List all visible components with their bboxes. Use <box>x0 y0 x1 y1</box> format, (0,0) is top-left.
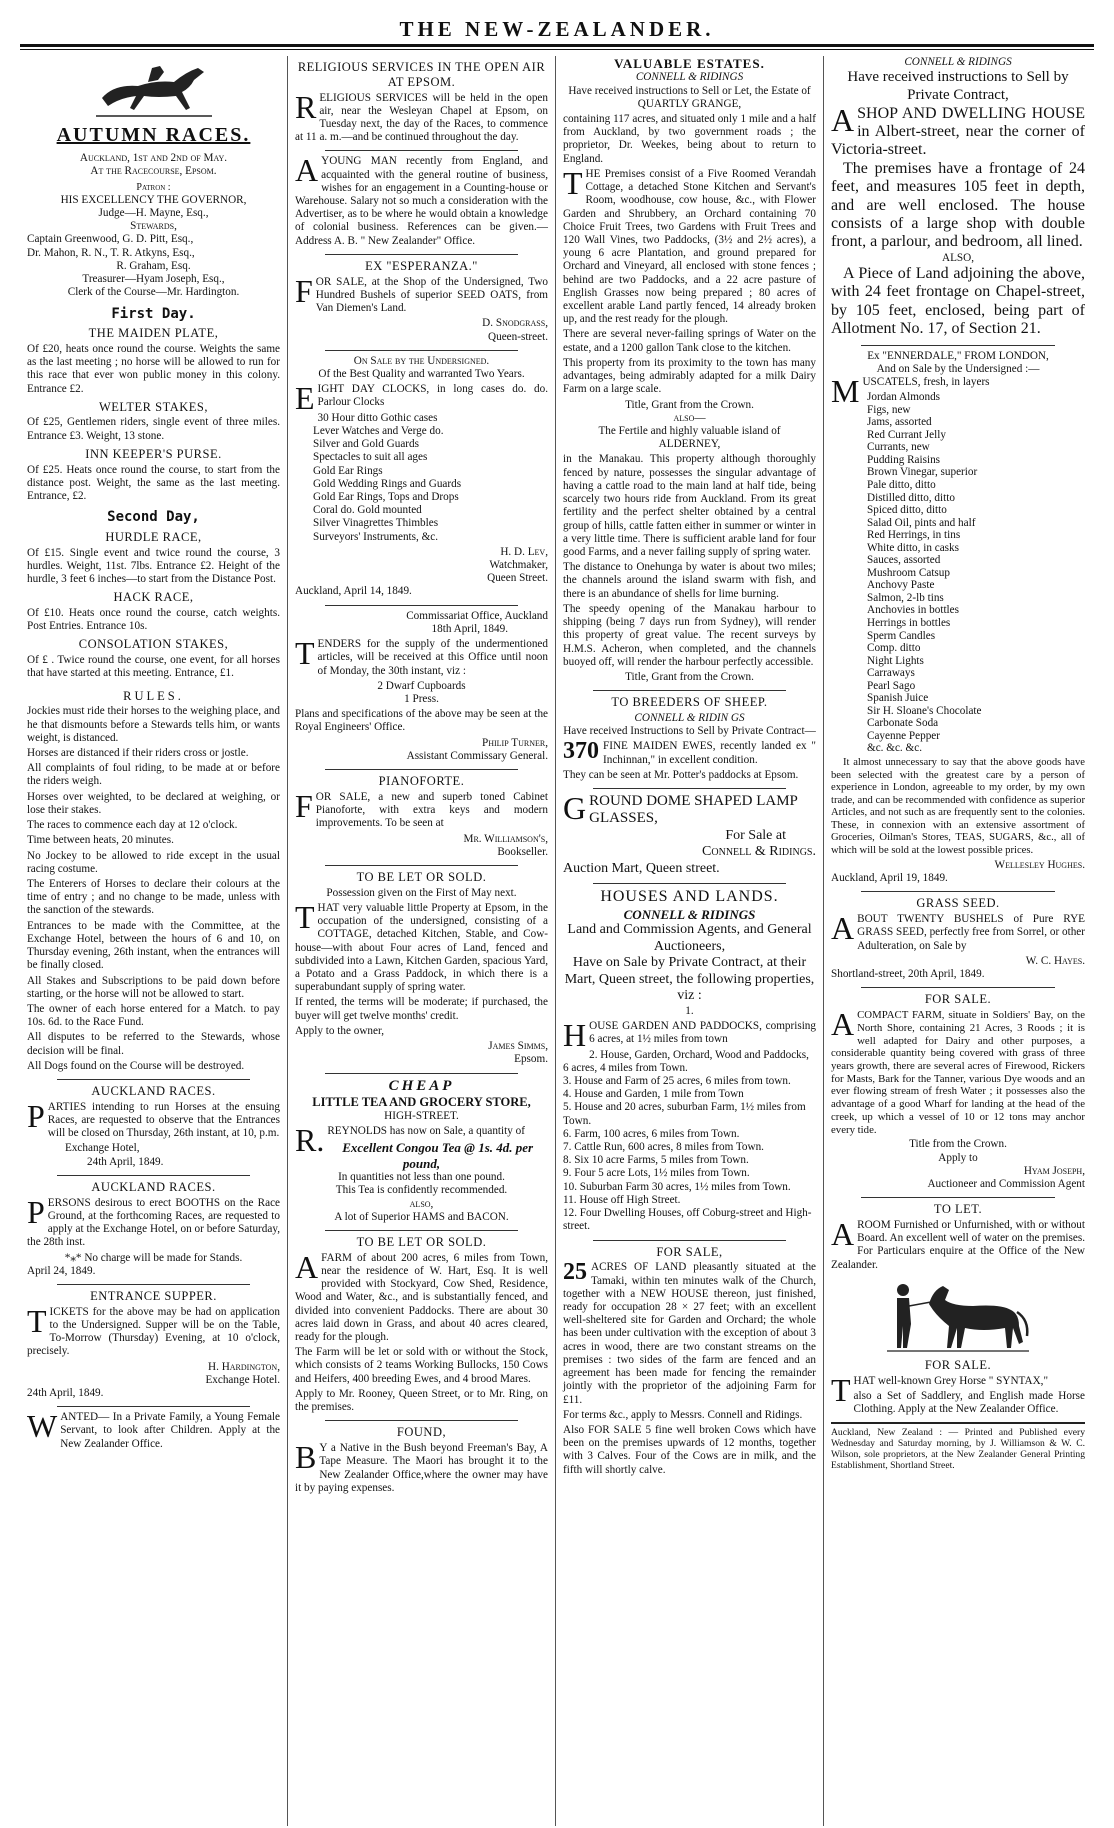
ennerdale-item: &c. &c. &c. <box>867 742 922 755</box>
houses-item: 12. Four Dwelling Houses, off Coburg-street and High-street. <box>563 1207 812 1233</box>
cr-intro: Have received instructions to Sell by Private Contract, <box>847 69 1069 103</box>
for-sale-text-2: For terms &c., apply to Messrs. Connell and Ridings. <box>563 1408 803 1421</box>
ennerdale-item: Mushroom Catsup <box>867 566 950 579</box>
divider <box>593 788 786 789</box>
rule-item: Time between heats, 20 minutes. <box>27 834 174 847</box>
commissariat-text-2: Plans and specifications of the above may be seen at the Royal Engineers' Office. <box>295 708 548 734</box>
sheep-firm: CONNELL & RIDIN GS <box>634 711 745 724</box>
judge: Judge—H. Mayne, Esq., <box>98 207 209 220</box>
ennerdale-item: Cayenne Pepper <box>867 729 941 742</box>
columns <box>20 56 1094 1826</box>
sheep-heading: TO BREEDERS OF SHEEP. <box>611 695 768 710</box>
valuable-text: containing 117 acres, and situated only 1 mile and a half from Auckland, by two government roads ; the proprietor, Dr. Weekes, being about to return to England. <box>563 112 816 165</box>
ennerdale-item: Currants, new <box>867 441 930 454</box>
esperanza-sign-place: Queen-street. <box>488 330 548 343</box>
ennerdale-item: Pale ditto, ditto <box>867 478 936 491</box>
divider <box>861 345 1055 346</box>
ennerdale-item: Salad Oil, pints and half <box>867 516 976 529</box>
divider <box>325 150 518 151</box>
race-horse-illustration <box>94 58 214 120</box>
clocks-item: Spectacles to suit all ages <box>313 451 428 464</box>
farm-title: Title from the Crown. <box>909 1138 1007 1151</box>
divider <box>57 1284 250 1285</box>
houses-number: 1. <box>685 1004 694 1017</box>
alderney-text: in the Manakau. This property although thoroughly fenced by nature, possesses the singular advantage of having a cattle road to the main land at half tide, being scarcely two hours ride from Auckland. From its great fertility and the perfect shelter obtained by a central group of hills, cattle fatten either in summer or winter in a very little time. There is sufficient arable land for four good Farms, and a never failing supply of spring water. <box>563 453 816 558</box>
ennerdale-item: Sperm Candles <box>867 629 936 642</box>
rule-item: All complaints of foul riding, to be made at or before the riders weigh. <box>27 762 280 788</box>
hack-text: Of £10. Heats once round the course, catch weights. Post Entries. Entrance 10s. <box>27 606 280 633</box>
let2-heading: TO BE LET OR SOLD. <box>356 1234 487 1249</box>
divider <box>593 1240 786 1241</box>
ennerdale-date: Auckland, April 19, 1849. <box>831 872 948 885</box>
alderney-title: Title, Grant from the Crown. <box>625 670 754 683</box>
supper-text: TICKETS for the above may be had on application to the Undersigned. Supper will be on the Table, To-Morrow (Thursday) Evening, at 10 o'clock, precisely. <box>27 1302 280 1358</box>
ennerdale-subheading: And on Sale by the Undersigned :— <box>876 362 1040 375</box>
clocks-item: Gold Ear Rings, Tops and Drops <box>313 490 459 503</box>
masthead-rule <box>20 44 1094 50</box>
valuable-heading: VALUABLE ESTATES. <box>614 56 765 71</box>
ennerdale-item: White ditto, in casks <box>867 541 959 554</box>
sheep-text-3: They can be seen at Mr. Potter's paddocks at Epsom. <box>563 768 799 781</box>
onsale-subheading: Of the Best Quality and warranted Two Years. <box>318 367 525 380</box>
shop-text-2: The premises have a frontage of 24 feet, and measures 105 feet in depth, and are well enclosed. The house consists of a large shop with double front, a parlour, and bedroom, all lined. <box>831 159 1085 251</box>
clocks-item: Coral do. Gold mounted <box>313 504 422 517</box>
ennerdale-item: Sir H. Sloane's Chocolate <box>867 704 982 717</box>
esperanza-sign: D. Snodgrass, <box>482 317 548 330</box>
houses-firm: CONNELL & RIDINGS <box>623 906 756 922</box>
rule-item: Horses over weighted, to be declared at weighing, or lose their stakes. <box>27 790 280 816</box>
ennerdale-first-item: MUSCATELS, fresh, in layers <box>831 372 990 409</box>
column-3 <box>556 56 824 1826</box>
dome-place: Auction Mart, Queen street. <box>563 860 720 876</box>
dome-sale: For Sale at <box>725 827 786 843</box>
hams-text: A lot of Superior HAMS and BACON. <box>334 1210 509 1223</box>
clocks-sign: H. D. Lev, <box>500 545 548 558</box>
supper-sign-place: Exchange Hotel. <box>205 1373 280 1386</box>
let-text-3: Apply to the owner, <box>295 1024 385 1037</box>
piano-text: FOR SALE, a new and superb toned Cabinet Pianoforte, with extra keys and modern improvements. To be seen at <box>295 787 548 830</box>
valuable-intro: Have received instructions to Sell or Let, the Estate of <box>568 84 811 97</box>
ennerdale-item: Comp. ditto <box>867 642 921 655</box>
houses-item: 4. House and Garden, 1 mile from Town <box>563 1088 744 1101</box>
piano-heading: PIANOFORTE. <box>378 774 465 789</box>
patron: HIS EXCELLENCY THE GOVERNOR, <box>60 193 247 206</box>
alderney-text-2: The distance to Onehunga by water is about two miles; the channels around the island swarm with fish, and there is an abundance of shells for lime burning. <box>563 561 816 600</box>
horse-heading: FOR SALE. <box>924 1357 992 1372</box>
ennerdale-item: Night Lights <box>867 654 924 667</box>
ennerdale-list <box>867 391 1085 755</box>
houses-item: HOUSE GARDEN AND PADDOCKS, comprising 6 acres, at 1½ miles from town <box>563 1017 816 1054</box>
houses-intro: Have on Sale by Private Contract, at their Mart, Queen street, the following properties, viz : <box>564 955 815 1004</box>
houses-list <box>563 1017 816 1234</box>
divider <box>593 690 786 691</box>
farm-heading: FOR SALE. <box>924 992 992 1007</box>
stewards-line: Captain Greenwood, G. D. Pitt, Esq., <box>27 233 194 246</box>
for-sale-text: ACRES OF LAND pleasantly situated at the Tamaki, within ten minutes walk of the Church, together with a NEW HOUSE thereon, just finished, ready for occupation 28 × 27 feet; with an excellent well-sheltered site for Garden and Orchard; the whole has been under cultivation with the exception of about 3 acres in wood, there are two constant streams on the premises : two sides of the farm are fenced and an agreement has been made for fencing the remainder jointly with the proprietor of the adjoining Farm for £11. <box>563 1261 816 1406</box>
inn-heading: INN KEEPER'S PURSE. <box>85 446 222 461</box>
ennerdale-item: Herrings in bottles <box>867 617 951 629</box>
clocks-item: Lever Watches and Verge do. <box>313 424 444 437</box>
houses-item: 5. House and 20 acres, suburban Farm, 1½ miles from Town. <box>563 1101 806 1127</box>
clocks-item: Gold Wedding Rings and Guards <box>313 477 462 490</box>
clocks-item: Silver Vinagrettes Thimbles <box>313 517 439 530</box>
ennerdale-item: Salmon, 2-lb tins <box>867 591 944 604</box>
rule-item: The owner of each horse entered for a Match. to pay 10s. 6d. to the Race Fund. <box>27 1002 280 1029</box>
ennerdale-item: Red Herrings, in tins <box>867 529 961 542</box>
sheep-text: Have received Instructions to Sell by Private Contract— <box>563 725 816 738</box>
sheep-text-2: FINE MAIDEN EWES, recently landed ex " Inchinnan," in excellent condition. <box>603 740 816 766</box>
booths-heading: AUCKLAND RACES. <box>91 1179 216 1194</box>
valuable-text-4: This property from its proximity to the town has many advantages, being admirably adapted for a milk Dairy Farm on a large scale. <box>563 356 816 396</box>
maiden-heading: THE MAIDEN PLATE, <box>88 326 219 341</box>
shop-text-3: A Piece of Land adjoining the above, with 24 feet frontage on Chapel-street, by 105 feet, enclosed, being part of Allotment No. 17, of Section 21. <box>831 264 1085 338</box>
let2-text-3: Apply to Mr. Rooney, Queen Street, or to Mr. Ring, on the premises. <box>295 1387 548 1414</box>
ennerdale-sign: Wellesley Hughes. <box>994 859 1085 872</box>
valuable-text-2: THE Premises consist of a Five Roomed Verandah Cottage, a detached Stone Kitchen and Servant's Room, woodhouse, cow house, &c., with Flower Garden and Shrubbery, an Orchard containing 70 Choice Fruit Trees, two Gardens with Fruit Trees and 120 Wall Vines, two Paddocks, (3½ and 2½ acres), a young 6 acre Plantation, and ground prepared for Orchard and Vineyard, all enclosed with stone fences ; behind are two Paddocks, and a 22 acre pasture of English Grasses now being prepared ; 80 acres of excellent arable Land partly fenced, 14 already broken up, and the rest ready for the plough. <box>563 164 816 326</box>
dome-text: GROUND DOME SHAPED LAMP GLASSES, <box>563 790 798 827</box>
rule-item: The races to commence each day at 12 o'clock. <box>27 819 238 832</box>
piano-sign: Mr. Williamson's, <box>463 832 548 845</box>
grass-text: ABOUT TWENTY BUSHELS of Pure RYE GRASS SEED, perfectly free from Sorrel, or other Adulteration, on Sale by <box>831 910 1085 952</box>
auckland-races-heading: AUCKLAND RACES. <box>91 1084 216 1099</box>
clocks-sign-trade: Watchmaker, <box>489 559 548 572</box>
divider <box>325 1420 518 1421</box>
rule-item: Horses are distanced if their riders cross or jostle. <box>27 747 249 760</box>
ennerdale-item: Spiced ditto, ditto <box>867 504 947 517</box>
auckland-races-sign: Exchange Hotel, <box>65 1142 140 1155</box>
houses-heading: HOUSES AND LANDS. <box>600 888 779 906</box>
ennerdale-item: Carraways <box>867 667 915 680</box>
rules-list <box>27 705 280 1073</box>
shop-text: ASHOP AND DWELLING HOUSE in Albert-street, near the corner of Victoria-street. <box>831 101 1085 159</box>
rule-item: All Stakes and Subscriptions to be paid down before starting, or the horse will not be allowed to start. <box>27 974 280 1000</box>
stewards-label: Stewards, <box>130 220 177 233</box>
let-sign-place: Epsom. <box>514 1053 548 1066</box>
valuable-text-3: There are several never-failing springs of Water on the estate, and a 1200 gallon Tank close to the kitchen. <box>563 328 816 354</box>
divider <box>57 1079 250 1080</box>
masthead: THE NEW-ZEALANDER. <box>399 17 715 41</box>
horse-text: THAT well-known Grey Horse " SYNTAX," <box>831 1371 1049 1408</box>
let2-text-2: The Farm will be let or sold with or without the Stock, which consists of 2 teams Working Bullocks, 150 Cows and Heifers, 400 breeding Ewes, and 4 brood Mares. <box>295 1346 548 1385</box>
clocks-date: Auckland, April 14, 1849. <box>295 585 412 598</box>
race-dates: Auckland, 1st and 2nd of May. <box>79 151 228 164</box>
race-place: At the Racecourse, Epsom. <box>90 164 217 177</box>
houses-item: 11. House off High Street. <box>563 1193 681 1206</box>
piano-sign-trade: Bookseller. <box>497 845 548 858</box>
welter-text: Of £25, Gentlemen riders, single event of three miles. Entrance £3. Weight, 13 stone. <box>27 416 280 442</box>
houses-item: 8. Six 10 acre Farms, 5 miles from Town. <box>563 1154 749 1167</box>
valuable-firm: CONNELL & RIDINGS <box>635 71 744 84</box>
divider <box>57 1406 250 1407</box>
for-sale-number: 25 <box>563 1259 587 1286</box>
divider <box>325 865 518 866</box>
tea-text-2: This Tea is confidently recommended. <box>335 1184 508 1197</box>
column-2 <box>288 56 556 1826</box>
inn-text: Of £25. Heats once round the course, to start from the distance post. Weight, the same as the last meeting. Entrance, £2. <box>27 463 280 503</box>
rules-heading: RULES. <box>123 688 184 703</box>
commissariat-sign: Philip Turner, <box>481 736 548 749</box>
esperanza-heading: EX "ESPERANZA." <box>365 258 478 273</box>
rule-item: Entrances to be made with the Committee, at the Exchange Hotel, between the hours of 6 and 10, on Thursday evening, 26th instant, when the entrances will be finally closed. <box>27 919 280 972</box>
ennerdale-item: Carbonate Soda <box>867 717 939 730</box>
to-let-heading: TO LET. <box>933 1202 983 1217</box>
clocks-item: Gold Ear Rings <box>313 464 383 477</box>
consolation-text: Of £ . Twice round the course, one event, for all horses that have started at this meeting. Entrance, £1. <box>27 654 280 680</box>
ennerdale-item: Distilled ditto, ditto <box>867 491 955 504</box>
horse-text-2: also a Set of Saddlery, and English made Horse Clothing. Apply at the New Zealander Office. <box>853 1389 1085 1416</box>
commissariat-heading: Commissariat Office, Auckland <box>406 609 548 622</box>
ennerdale-item: Pudding Raisins <box>867 453 941 466</box>
tea-text: In quantities not less than one pound. <box>338 1171 505 1184</box>
supper-date: 24th April, 1849. <box>27 1387 104 1400</box>
farm-sign: Hyam Joseph, <box>1023 1164 1085 1177</box>
alderney-intro: The Fertile and highly valuable island of <box>598 425 781 438</box>
alderney-name: ALDERNEY, <box>658 438 721 451</box>
clerk: Clerk of the Course—Mr. Hardington. <box>67 286 240 299</box>
ennerdale-item: Jordan Almonds <box>867 391 941 404</box>
commissariat-sign-title: Assistant Commissary General. <box>406 749 548 762</box>
found-heading: FOUND, <box>396 1425 447 1440</box>
clocks-text: EIGHT DAY CLOCKS, in long cases do. do. Parlour Clocks <box>295 380 548 417</box>
treasurer: Treasurer—Hyam Joseph, Esq., <box>82 273 225 286</box>
divider <box>325 254 518 255</box>
ennerdale-item: Spanish Juice <box>867 692 929 705</box>
auckland-races-text: PARTIES intending to run Horses at the ensuing Races, are requested to observe that the Entrances will be closed on Thursday, 26th instant, at 10, p.m. <box>27 1097 280 1140</box>
second-day-heading: Second Day, <box>107 509 200 526</box>
let-text: THAT very valuable little Property at Epsom, in the occupation of the undersigned, consisting of a COTTAGE, detached Kitchen, Stable, and Cow-house—with about Four acres of Land, fenced and subdivided into a Lawn, Kitchen Garden, spacious Yard, a Potato and a Grass Paddock, in which there is a superabundant supply of spring water. <box>295 898 548 994</box>
rule-item: All Dogs found on the Course will be destroyed. <box>27 1059 245 1072</box>
cr-firm: CONNELL & RIDINGS <box>904 56 1012 68</box>
alderney-text-3: The speedy opening of the Manakau harbour to shipping (being 7 days run from Sydney), will render this property of great value. The recent surveys by H.M.S. Acheron, when completed, and the channels buoyed off, will render the harbour perfectly accessible. <box>563 602 816 668</box>
let-heading: TO BE LET OR SOLD. <box>356 869 487 884</box>
ennerdale-item: Red Currant Jelly <box>867 428 946 441</box>
ennerdale-heading: Ex "ENNERDALE," FROM LONDON, <box>867 349 1049 362</box>
let2-text: AFARM of about 200 acres, 6 miles from Town, near the residence of W. Hart, Esq. It is well provided with Stockyard, Cow Shed, Residence, Wood and Water, &c., and is substantially fenced, and divided into convenient Paddocks. There are about 30 acres laid down in Grass, and about 40 acres cleared, ready for the plough. <box>295 1248 548 1343</box>
rule-item: All disputes to be referred to the Stewards, whose decision will be final. <box>27 1031 280 1057</box>
ennerdale-item: Pearl Sago <box>867 679 916 692</box>
onsale-heading: On Sale by the Undersigned. <box>353 354 490 367</box>
store-street: HIGH-STREET. <box>384 1109 459 1122</box>
divider <box>861 987 1055 988</box>
houses-item: 7. Cattle Run, 600 acres, 8 miles from Town. <box>563 1141 764 1154</box>
also-label: also, <box>409 1197 434 1210</box>
houses-subheading: Land and Commission Agents, and General Auctioneers, <box>567 922 812 954</box>
hurdle-text: Of £15. Single event and twice round the course, 3 hurdles. Weight, 11st. 7lbs. Entrance £2. Height of the hurdle, 3 feet 6 inches—to start from the Distance Post. <box>27 546 280 586</box>
religious-heading: RELIGIOUS SERVICES IN THE OPEN AIR AT EPSOM. <box>297 60 546 89</box>
let-sign: James Simms, <box>488 1040 548 1053</box>
divider <box>593 883 786 884</box>
clocks-item: Surveyors' Instruments, &c. <box>313 530 439 543</box>
hack-heading: HACK RACE, <box>113 590 194 605</box>
clocks-item: 30 Hour ditto Gothic cases <box>317 411 438 424</box>
rule-item: Jockies must ride their horses to the weighing place, and he that dismounts before a Stewards tells him, or wants weight, is distanced. <box>27 705 280 744</box>
sheep-number: 370 <box>563 738 599 765</box>
supper-heading: ENTRANCE SUPPER. <box>90 1288 217 1303</box>
clocks-list <box>313 412 548 544</box>
cheap-heading: CHEAP <box>388 1077 455 1094</box>
valuable-also: also— <box>673 411 706 424</box>
tea-heading: Excellent Congou Tea @ 1s. 4d. per pound, <box>342 1140 534 1171</box>
commissariat-item: 1 Press. <box>404 693 439 705</box>
column-1 <box>20 56 288 1826</box>
auckland-races-date: 24th April, 1849. <box>87 1155 164 1168</box>
farm-sign-title: Auctioneer and Commission Agent <box>927 1178 1085 1191</box>
for-sale-heading: FOR SALE, <box>656 1244 723 1259</box>
to-let-text: AROOM Furnished or Unfurnished, with or without Board. An excellent well of water on the premises. For Particulars enquire at the Office of the New Zealander. <box>831 1216 1085 1271</box>
ennerdale-item: Sauces, assorted <box>867 554 941 567</box>
store-heading: LITTLE TEA AND GROCERY STORE, <box>312 1095 531 1110</box>
houses-item: 2. House, Garden, Orchard, Wood and Paddocks, 6 acres, 4 miles from Town. <box>563 1048 809 1074</box>
first-day-heading: First Day. <box>111 305 196 322</box>
clocks-sign-place: Queen Street. <box>487 572 548 585</box>
stewards-line: Dr. Mahon, R. N., T. R. Atkyns, Esq., <box>27 246 195 259</box>
divider <box>325 1073 518 1074</box>
valuable-title: Title, Grant from the Crown. <box>625 398 754 411</box>
let-subheading: Possession given on the First of May next. <box>326 886 517 899</box>
ennerdale-item: Anchovy Paste <box>867 579 935 592</box>
divider <box>57 1175 250 1176</box>
houses-item: 6. Farm, 100 acres, 6 miles from Town. <box>563 1127 740 1140</box>
divider <box>325 605 518 606</box>
column-4 <box>824 56 1092 1826</box>
ennerdale-item: Jams, assorted <box>867 416 932 429</box>
divider <box>325 1230 518 1231</box>
divider <box>861 891 1055 892</box>
farm-apply: Apply to <box>938 1151 978 1164</box>
esperanza-text: FOR SALE, at the Shop of the Undersigned, Two Hundred Bushels of superior SEED OATS, from Van Diemen's Land. <box>295 272 548 315</box>
maiden-text: Of £20, heats once round the course. Weights the same as the last meeting ; no horse will be allowed to run for this race that ever won public money in this colony. Entrance £2. <box>27 342 280 395</box>
young-man-text: AYOUNG MAN recently from England, and acquainted with the general routine of business, wishes for an engagement in a Counting-house or Warehouse. Salary not so much a consideration with the Advertiser, as to be where he would obtain a knowledge of colonial business. References can be given.—Address A. B. " New Zealander" Office. <box>295 152 548 247</box>
houses-item: 3. House and Farm of 25 acres, 6 miles from town. <box>563 1074 791 1087</box>
divider <box>325 769 518 770</box>
rule-item: No Jockey to be allowed to ride except in the usual racing costume. <box>27 849 280 875</box>
consolation-heading: CONSOLATION STAKES, <box>78 637 229 652</box>
booths-note: *⁎* No charge will be made for Stands. <box>64 1251 243 1264</box>
commissariat-item: 2 Dwarf Cupboards <box>377 679 466 692</box>
ennerdale-item: Figs, new <box>867 403 911 416</box>
valuable-estate: QUARTLY GRANGE, <box>637 97 742 110</box>
clocks-item: Silver and Gold Guards <box>313 438 419 451</box>
stewards-line: R. Graham, Esq. <box>116 259 191 272</box>
rule-item: The Enterers of Horses to declare their colours at the time of entry ; and no change to be made, unless with the sanction of the stewards. <box>27 877 280 917</box>
farm-text: ACOMPACT FARM, situate in Soldiers' Bay, on the North Shore, containing 21 Acres, 3 Roods ; it is well adapted for Dairy and other purposes, a considerable quantity being covered with grass of three years growth, there are several acres of Firewood, Rickers for Masts, Bark for the Tanner, various Dye woods and an ever flowing stream of fresh Water ; it possesses also the advantage of a good Wharf for landing at the head of the creek, up which a vessel of 10 or 12 tons may anchor every tide. <box>831 1006 1085 1136</box>
patron-label: Patron : <box>136 182 171 194</box>
booths-text: PERSONS desirous to erect BOOTHS on the Race Ground, at the forthcoming Races, are requested to apply at the Exchange Hotel, on or before Saturday, the 28th inst. <box>27 1193 280 1249</box>
houses-item: 9. Four 5 acre Lots, 1½ miles from Town. <box>563 1167 750 1180</box>
commissariat-text: TENDERS for the supply of the undermentioned articles, will be received at this Office until noon of Monday, the 30th instant, viz : <box>295 635 548 677</box>
divider <box>325 350 518 351</box>
wanted-text: WANTED— In a Private Family, a Young Female Servant, to look after Children. Apply at the New Zealander Office. <box>27 1408 280 1450</box>
grass-heading: GRASS SEED. <box>916 896 1000 911</box>
reynolds-text: R.REYNOLDS has now on Sale, a quantity of <box>295 1122 525 1159</box>
grass-sign: W. C. Hayes. <box>1025 954 1085 967</box>
imprint: Auckland, New Zealand : — Printed and Published every Wednesday and Saturday morning, by J. Williamson & W. C. Wilson, sole proprietors, at the New Zealander General Printing Establishment, Shortland Street. <box>831 1427 1085 1472</box>
commissariat-date: 18th April, 1849. <box>431 622 508 635</box>
let-text-2: If rented, the terms will be moderate; if purchased, the buyer will get twelve months' credit. <box>295 996 548 1022</box>
booths-date: April 24, 1849. <box>27 1264 96 1277</box>
found-text: BY a Native in the Bush beyond Freeman's Bay, A Tape Measure. The Maori has brought it to the New Zealander Office,where the owner may have it by paying expenses. <box>295 1439 548 1494</box>
divider <box>861 1197 1055 1198</box>
religious-text: RELIGIOUS SERVICES will be held in the open air, near the Wesleyan Chapel at Epsom, on Tuesday next, the day of the Races, to commence at 11 a. m.—and be continued throughout the day. <box>295 88 548 144</box>
houses-item: 10. Suburban Farm 30 acres, 1½ miles from Town. <box>563 1180 791 1193</box>
ennerdale-item: Brown Vinegar, superior <box>867 466 978 479</box>
supper-sign: H. Hardington, <box>208 1360 280 1373</box>
grass-date: Shortland-street, 20th April, 1849. <box>831 968 985 981</box>
horse-and-groom-illustration <box>883 1276 1033 1354</box>
hurdle-heading: HURDLE RACE, <box>105 529 202 544</box>
welter-heading: WELTER STAKES, <box>98 399 208 414</box>
ennerdale-text: It almost unnecessary to say that the above goods have been selected with the greatest care by a person of experience in London, agreeable to my order, by my own trade, and can be recommended with confidence as superior Articles, and not such as are frequently sent to the colonies. These, in connexion with an extensive assortment of Groceries, Oilman's Stores, TEAS, SUGARS, &c., all of which will be sold at the lowest possible prices. <box>831 757 1085 856</box>
race-title: AUTUMN RACES. <box>56 124 251 146</box>
dome-firm: Connell & Ridings. <box>702 844 816 860</box>
ennerdale-item: Anchovies in bottles <box>867 604 959 617</box>
for-sale-text-3: Also FOR SALE 5 fine well broken Cows which have been on the premises upwards of 12 months, together with 3 Calves. Four of the Cows are in milk, and the fifth will shortly calve. <box>563 1423 816 1476</box>
shop-also: ALSO, <box>941 251 974 264</box>
